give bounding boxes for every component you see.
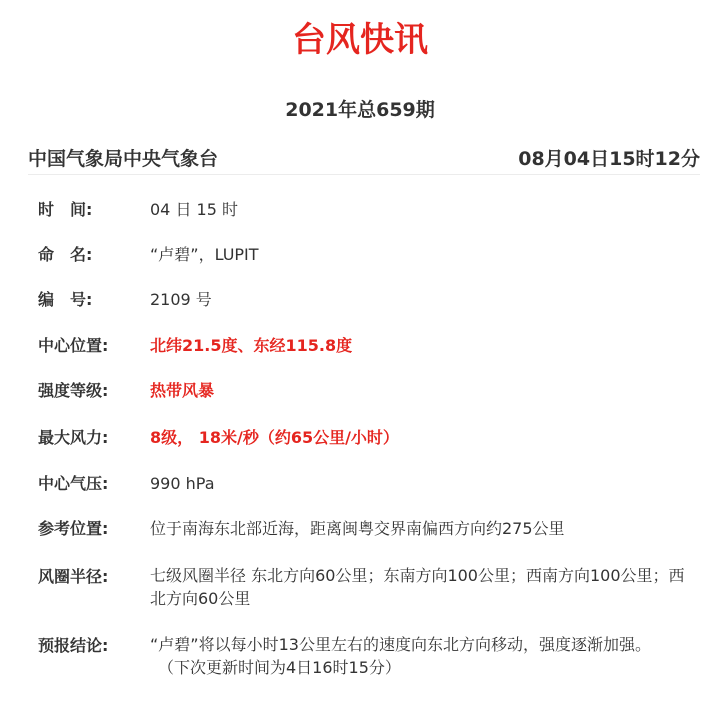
field-label: 命 名: bbox=[38, 245, 93, 264]
field-label: 时 间: bbox=[38, 200, 93, 219]
agency-name: 中国气象局中央气象台 bbox=[28, 148, 219, 170]
field-label: 风圈半径: bbox=[38, 567, 109, 586]
field-label: 中心气压: bbox=[38, 474, 109, 493]
field-label: 强度等级: bbox=[38, 381, 109, 400]
field-label: 中心位置: bbox=[38, 336, 109, 355]
field-label: 编 号: bbox=[38, 290, 93, 309]
field-value: 北纬21.5度、东经115.8度 bbox=[150, 336, 353, 355]
field-value: 七级风圈半径 东北方向60公里；东南方向100公里；西南方向100公里；西北方向60公里 bbox=[150, 566, 685, 608]
field-value: 8级， 18米/秒（约65公里/小时） bbox=[150, 428, 399, 447]
header-bar bbox=[28, 146, 700, 175]
field-label: 参考位置: bbox=[38, 519, 109, 538]
field-label: 预报结论: bbox=[38, 636, 109, 655]
field-value: “卢碧”将以每小时13公里左右的速度向东北方向移动，强度逐渐加强。 bbox=[150, 635, 651, 654]
field-value: “卢碧”，LUPIT bbox=[150, 245, 259, 264]
field-value: 2109 号 bbox=[150, 290, 212, 309]
publish-time: 08月04日15时12分 bbox=[518, 148, 700, 170]
field-value: 04 日 15 时 bbox=[150, 200, 238, 219]
field-label: 最大风力: bbox=[38, 428, 109, 447]
issue-number: 2021年总659期 bbox=[285, 99, 435, 121]
forecast-text bbox=[150, 633, 695, 679]
field-value: 热带风暴 bbox=[150, 381, 215, 400]
page-title: 台风快讯 bbox=[292, 20, 428, 60]
field-value: 990 hPa bbox=[150, 474, 215, 493]
next-update-note: （下次更新时间为4日16时15分） bbox=[158, 658, 401, 677]
field-value: 位于南海东北部近海，距离闽粤交界南偏西方向约275公里 bbox=[150, 519, 565, 538]
